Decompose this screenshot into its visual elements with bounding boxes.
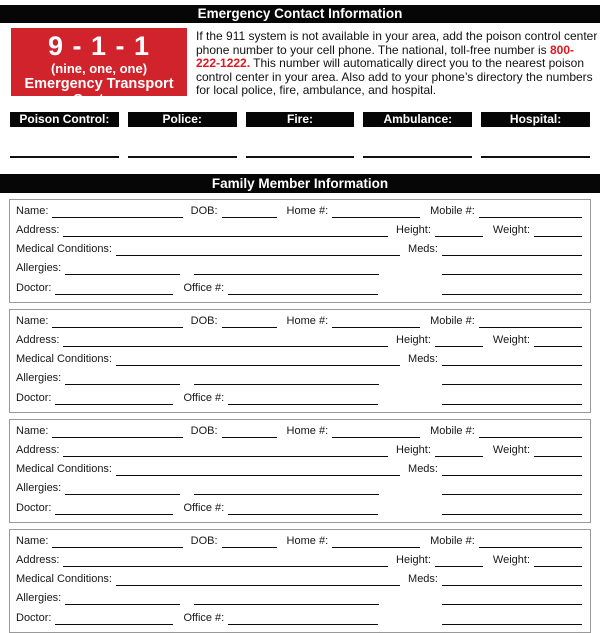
emergency-911-box: [11, 28, 187, 108]
weight-blank-line: [534, 334, 582, 347]
contact-column: [363, 112, 472, 158]
instructions-paragraph: [196, 28, 598, 98]
meds-blank-line: [442, 573, 582, 586]
home-phone-blank-line: [332, 535, 420, 548]
allergies-label: Allergies:: [16, 592, 62, 605]
member-row-doctor: [16, 392, 582, 405]
family-section-title: Family Member Information: [0, 174, 600, 193]
mobile-phone-label: Mobile #:: [430, 424, 475, 437]
address-blank-line: [63, 444, 388, 457]
meds-label: Meds:: [408, 573, 438, 585]
dob-label: DOB:: [190, 534, 218, 547]
contact-blank-line: [363, 156, 472, 158]
home-phone-label: Home #:: [286, 424, 329, 437]
emergency-transport-label: Emergency Transport System: [24, 76, 174, 108]
allergies-label: Allergies:: [16, 482, 62, 495]
weight-label: Weight:: [492, 443, 530, 456]
weight-blank-line: [534, 554, 582, 567]
member-row-allergies: [16, 482, 582, 495]
meds-continuation-line-2: [442, 502, 582, 515]
emergency-contacts-row: [10, 112, 590, 158]
member-row-doctor: [16, 282, 582, 295]
mobile-phone-label: Mobile #:: [430, 204, 475, 217]
dob-blank-line: [222, 535, 277, 548]
mobile-phone-blank-line: [479, 205, 582, 218]
member-row-address: [16, 334, 582, 347]
doctor-label: Doctor:: [16, 391, 52, 404]
contact-blank-line: [128, 156, 237, 158]
weight-label: Weight:: [492, 333, 530, 346]
family-member-card: [9, 529, 591, 633]
address-blank-line: [63, 224, 388, 237]
mobile-phone-blank-line: [479, 535, 582, 548]
member-row-name: [16, 315, 582, 328]
member-row-name: [16, 535, 582, 548]
meds-continuation-line-2: [442, 282, 582, 295]
office-phone-blank-line: [228, 502, 378, 515]
doctor-label: Doctor:: [16, 611, 52, 624]
office-phone-label: Office #:: [183, 611, 225, 624]
emergency-number-phonetic: (nine, one, one): [50, 61, 148, 76]
contact-blank-line: [10, 156, 119, 158]
member-row-name: [16, 425, 582, 438]
allergies-blank-line: [65, 592, 180, 605]
meds-blank-line: [442, 243, 582, 256]
member-row-allergies: [16, 592, 582, 605]
meds-continuation-line-1: [442, 262, 582, 275]
home-phone-label: Home #:: [286, 314, 329, 327]
meds-label: Meds:: [408, 353, 438, 365]
dob-blank-line: [222, 425, 277, 438]
height-label: Height:: [396, 553, 431, 566]
family-member-card: [9, 199, 591, 303]
weight-label: Weight:: [492, 553, 530, 566]
contact-blank-line: [246, 156, 355, 158]
office-phone-label: Office #:: [183, 501, 225, 514]
medical-conditions-label: Medical Conditions:: [16, 243, 112, 255]
office-phone-blank-line: [228, 282, 378, 295]
member-row-medical: [16, 463, 582, 476]
contact-label-bar: Police:: [128, 112, 237, 127]
instructions-text-before: If the 911 system is not available in your area, add the poison control center phone number to your cell phone. The national, toll-free number is: [196, 29, 598, 57]
family-member-card: [9, 419, 591, 523]
name-label: Name:: [16, 534, 49, 547]
name-blank-line: [52, 205, 182, 218]
address-label: Address:: [16, 333, 60, 346]
weight-label: Weight:: [492, 223, 530, 236]
contact-column: [128, 112, 237, 158]
allergies-continuation-line: [194, 262, 379, 275]
medical-conditions-blank-line: [116, 573, 400, 586]
height-blank-line: [435, 444, 483, 457]
poison-control-phone-number: 800-222-1222.: [196, 42, 575, 70]
allergies-blank-line: [65, 482, 180, 495]
height-label: Height:: [396, 333, 431, 346]
family-members: [0, 199, 600, 633]
member-row-medical: [16, 353, 582, 366]
dob-label: DOB:: [190, 314, 218, 327]
medical-conditions-blank-line: [116, 243, 400, 256]
dob-label: DOB:: [190, 204, 218, 217]
member-row-name: [16, 205, 582, 218]
meds-continuation-line-1: [442, 592, 582, 605]
home-phone-label: Home #:: [286, 204, 329, 217]
doctor-label: Doctor:: [16, 501, 52, 514]
home-phone-blank-line: [332, 205, 420, 218]
height-blank-line: [435, 224, 483, 237]
height-label: Height:: [396, 223, 431, 236]
medical-conditions-blank-line: [116, 463, 400, 476]
name-label: Name:: [16, 204, 49, 217]
allergies-label: Allergies:: [16, 372, 62, 385]
height-blank-line: [435, 334, 483, 347]
height-label: Height:: [396, 443, 431, 456]
name-label: Name:: [16, 424, 49, 437]
allergies-continuation-line: [194, 592, 379, 605]
medical-conditions-blank-line: [116, 353, 400, 366]
mobile-phone-label: Mobile #:: [430, 534, 475, 547]
dob-blank-line: [222, 315, 277, 328]
meds-label: Meds:: [408, 463, 438, 475]
name-blank-line: [52, 315, 182, 328]
contact-column: [10, 112, 119, 158]
doctor-blank-line: [55, 282, 173, 295]
instructions-text-after: This number will automatically direct you to the nearest poison control center in your area. Also add to your phone’s directory the numbers for local police, fire, ambulance, and hospital.: [196, 56, 593, 97]
allergies-label: Allergies:: [16, 262, 62, 275]
member-row-address: [16, 224, 582, 237]
meds-continuation-line-1: [442, 372, 582, 385]
meds-continuation-line-2: [442, 392, 582, 405]
allergies-continuation-line: [194, 482, 379, 495]
meds-blank-line: [442, 353, 582, 366]
meds-continuation-line-1: [442, 482, 582, 495]
home-phone-label: Home #:: [286, 534, 329, 547]
weight-blank-line: [534, 444, 582, 457]
meds-label: Meds:: [408, 243, 438, 255]
address-label: Address:: [16, 223, 60, 236]
allergies-blank-line: [65, 262, 180, 275]
doctor-label: Doctor:: [16, 281, 52, 294]
member-row-doctor: [16, 502, 582, 515]
height-blank-line: [435, 554, 483, 567]
contact-column: [246, 112, 355, 158]
address-label: Address:: [16, 443, 60, 456]
home-phone-blank-line: [332, 315, 420, 328]
mobile-phone-label: Mobile #:: [430, 314, 475, 327]
address-label: Address:: [16, 553, 60, 566]
medical-conditions-label: Medical Conditions:: [16, 353, 112, 365]
name-blank-line: [52, 425, 182, 438]
dob-blank-line: [222, 205, 277, 218]
allergies-continuation-line: [194, 372, 379, 385]
member-row-allergies: [16, 372, 582, 385]
doctor-blank-line: [55, 392, 173, 405]
medical-conditions-label: Medical Conditions:: [16, 463, 112, 475]
member-row-address: [16, 444, 582, 457]
contact-label-bar: Poison Control:: [10, 112, 119, 127]
name-blank-line: [52, 535, 182, 548]
dob-label: DOB:: [190, 424, 218, 437]
member-row-medical: [16, 243, 582, 256]
weight-blank-line: [534, 224, 582, 237]
name-label: Name:: [16, 314, 49, 327]
office-phone-blank-line: [228, 392, 378, 405]
member-row-medical: [16, 573, 582, 586]
member-row-address: [16, 554, 582, 567]
contact-label-bar: Hospital:: [481, 112, 590, 127]
medical-conditions-label: Medical Conditions:: [16, 573, 112, 585]
mobile-phone-blank-line: [479, 315, 582, 328]
address-blank-line: [63, 334, 388, 347]
mobile-phone-blank-line: [479, 425, 582, 438]
contact-column: [481, 112, 590, 158]
allergies-blank-line: [65, 372, 180, 385]
emergency-number: 9 - 1 - 1: [47, 31, 151, 61]
address-blank-line: [63, 554, 388, 567]
home-phone-blank-line: [332, 425, 420, 438]
family-member-card: [9, 309, 591, 413]
meds-blank-line: [442, 463, 582, 476]
office-phone-label: Office #:: [183, 281, 225, 294]
member-row-allergies: [16, 262, 582, 275]
intro-section: [0, 28, 600, 108]
doctor-blank-line: [55, 502, 173, 515]
contact-label-bar: Fire:: [246, 112, 355, 127]
page-title: Emergency Contact Information: [0, 5, 600, 23]
office-phone-label: Office #:: [183, 391, 225, 404]
contact-blank-line: [481, 156, 590, 158]
contact-label-bar: Ambulance:: [363, 112, 472, 127]
